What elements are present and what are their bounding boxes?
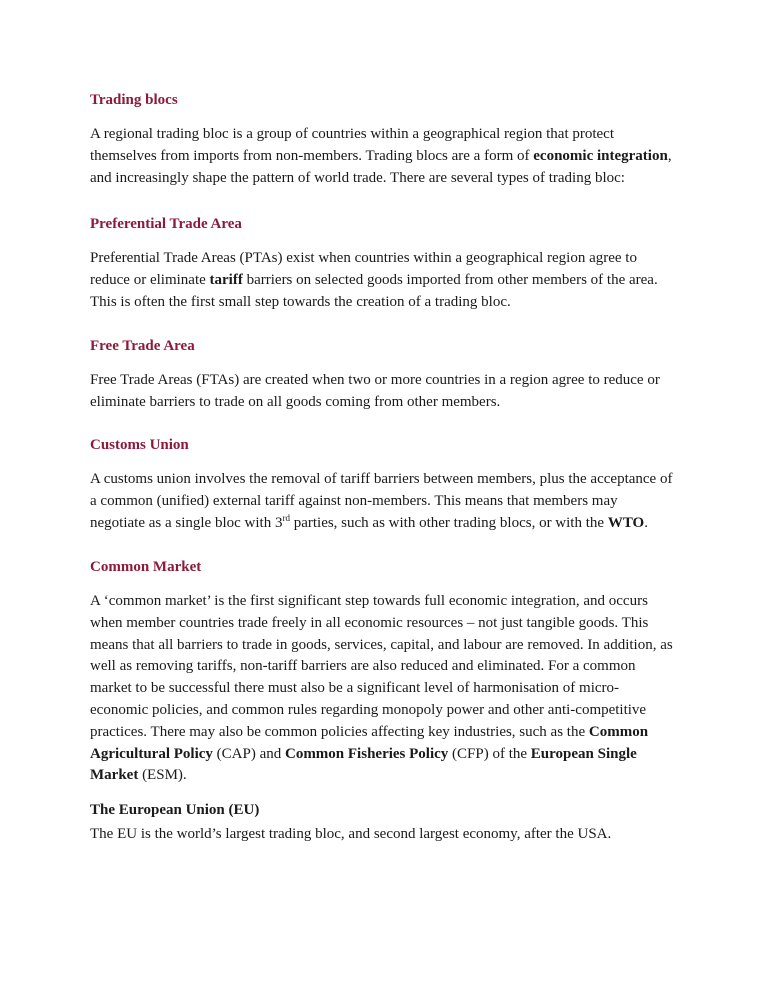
bold-term: Agricultural Policy — [90, 745, 213, 762]
text-line: A customs union involves the removal of tariff barriers between members, plus the acceptance of — [90, 471, 673, 487]
customs-paragraph — [90, 469, 680, 534]
eu-paragraph: The EU is the world’s largest trading bloc, and second largest economy, after the USA. — [90, 826, 612, 842]
text-line: means that all barriers to trade in goods, services, capital, and labour are removed. In addition, as — [90, 636, 673, 653]
document-title: Trading blocs — [90, 92, 178, 108]
text-line — [90, 765, 680, 787]
customs-line-3 — [90, 513, 680, 535]
bold-term: Market — [90, 767, 139, 784]
text-line: market to be successful there must also be a significant level of harmonisation of micro- — [90, 680, 620, 697]
customs-line-3-pre: negotiate as a single bloc with 3 — [90, 514, 283, 531]
text-line: This is often the first small step towards the creation of a trading bloc. — [90, 293, 511, 310]
text-line — [90, 146, 680, 168]
intro-paragraph — [90, 124, 680, 189]
text-line: economic policies, and common rules regarding monopoly power and other anti-competitive — [90, 701, 647, 718]
fta-paragraph — [90, 370, 680, 414]
text-segment: , — [667, 147, 672, 164]
common-market-paragraph — [90, 591, 680, 787]
bold-term: European Single — [530, 745, 637, 762]
customs-line-3-post: . — [644, 514, 648, 531]
customs-lines — [90, 469, 680, 513]
text-line: a common (unified) external tariff against non-members. This means that members may — [90, 492, 618, 509]
text-line: when member countries trade freely in all economic resources – not just tangible goods. This — [90, 614, 649, 631]
customs-heading: Customs Union — [90, 437, 189, 453]
bold-term: Common Fisheries Policy — [284, 745, 449, 762]
text-segment: (CAP) and — [212, 745, 285, 762]
common-market-heading: Common Market — [90, 559, 202, 575]
text-segment: barriers on selected goods imported from other members of the area. — [242, 271, 658, 288]
bold-term: Common — [588, 723, 649, 740]
text-line: and increasingly shape the pattern of world trade. There are several types of trading bloc: — [90, 169, 625, 186]
text-line: A regional trading bloc is a group of countries within a geographical region that protect — [90, 126, 615, 142]
eu-heading: The European Union (EU) — [90, 802, 260, 818]
text-line: eliminate barriers to trade on all goods coming from other members. — [90, 393, 501, 410]
pta-paragraph — [90, 248, 680, 313]
text-line — [90, 270, 680, 292]
text-line: well as removing tariffs, non-tariff barriers are also reduced and eliminated. For a common — [90, 658, 636, 675]
wto-term: WTO — [607, 514, 645, 531]
text-line: Preferential Trade Areas (PTAs) exist when countries within a geographical region agree to — [90, 250, 637, 266]
text-segment: practices. There may also be common policies affecting key industries, such as the — [90, 723, 589, 740]
text-line: A ‘common market’ is the first significant step towards full economic integration, and occurs — [90, 593, 648, 609]
bold-term: economic integration — [533, 147, 668, 164]
ordinal-superscript: rd — [282, 512, 290, 523]
text-segment: reduce or eliminate — [90, 271, 210, 288]
text-segment: (ESM). — [138, 767, 187, 784]
customs-line-3-mid: parties, such as with other trading blocs, or with the — [289, 514, 608, 531]
text-line: Free Trade Areas (FTAs) are created when two or more countries in a region agree to reduce or — [90, 372, 660, 388]
text-line — [90, 722, 680, 744]
bold-term: tariff — [209, 271, 243, 288]
text-line — [90, 744, 680, 766]
fta-heading: Free Trade Area — [90, 338, 195, 354]
pta-heading: Preferential Trade Area — [90, 216, 242, 232]
text-segment: themselves from imports from non-members. Trading blocs are a form of — [90, 147, 534, 164]
text-segment: (CFP) of the — [448, 745, 531, 762]
